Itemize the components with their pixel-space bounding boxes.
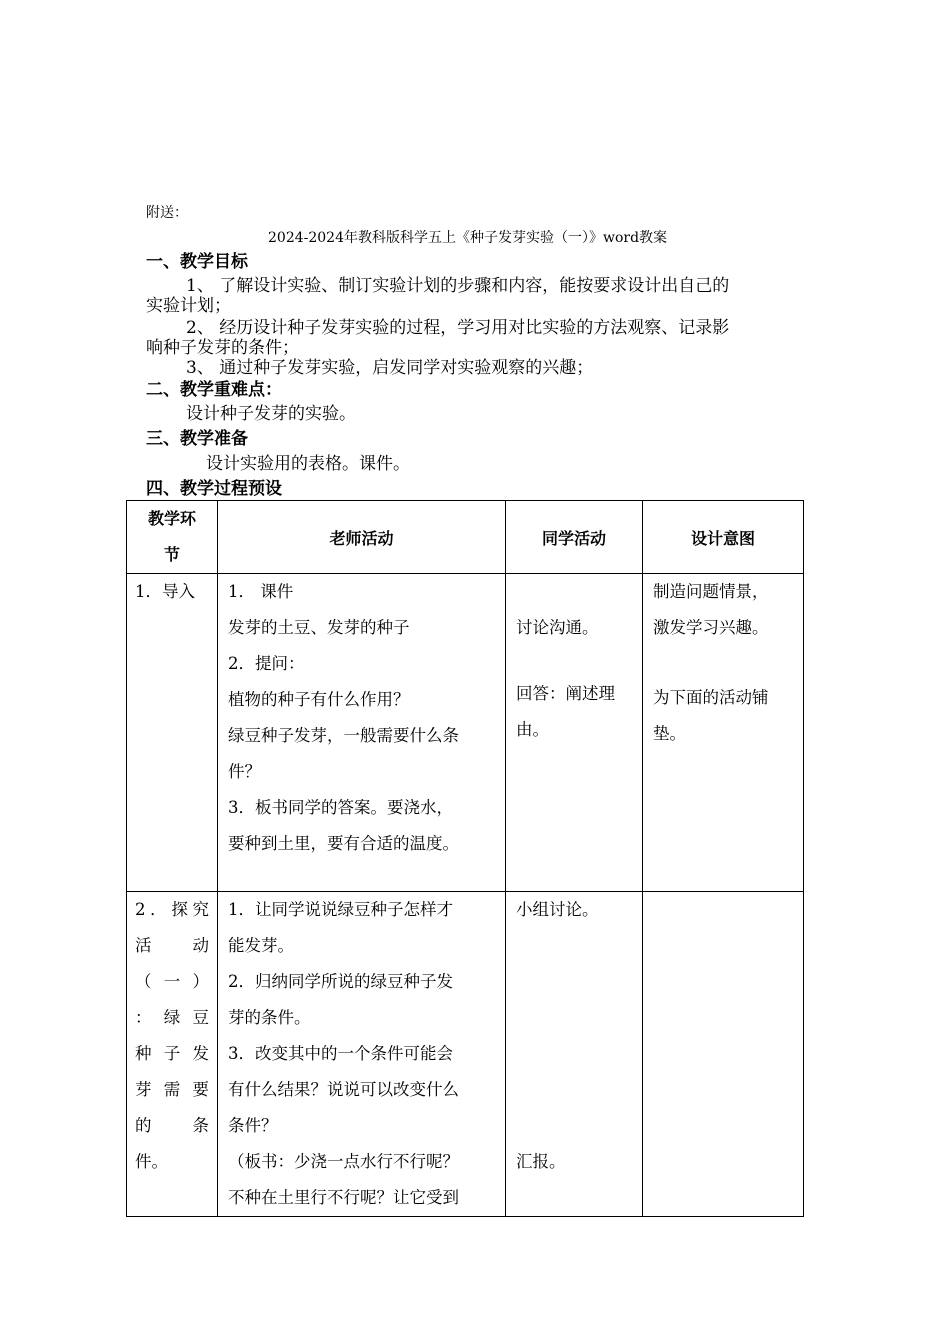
list-item: 植物的种子有什么作用？ (228, 690, 410, 709)
row1-student-answer-line-1: 回答：阐述理 (516, 684, 615, 703)
row2-stage-line: 2．探究 (135, 900, 209, 919)
goal-item-1-line-2: 实验计划； (146, 296, 231, 316)
row2-stage-line: 活 动 (135, 936, 209, 955)
list-item: 绿豆种子发芽，一般需要什么条 (228, 726, 459, 745)
row1-intent-1-line-2: 激发学习兴趣。 (653, 618, 769, 637)
goal-item-2-line-1: 2、 经历设计种子发芽实验的过程，学习用对比实验的方法观察、记录影 (186, 318, 730, 338)
row1-intent-2-line-2: 垫。 (653, 724, 686, 743)
header-teacher-activity: 老师活动 (218, 501, 506, 574)
header-design-intent: 设计意图 (643, 501, 804, 574)
row2-student-report: 汇报。 (516, 1152, 566, 1171)
row2-stage-line: （一） (135, 972, 209, 991)
table-header-row (127, 501, 804, 574)
row2-stage-line: 种子发 (135, 1044, 209, 1063)
row1-student-answer-line-2: 由。 (516, 720, 549, 739)
list-item: 1． 课件 (228, 582, 294, 601)
list-item: 条件？ (228, 1116, 278, 1135)
row1-student-discuss: 讨论沟通。 (516, 618, 599, 637)
list-item: 要种到土里，要有合适的温度。 (228, 834, 459, 853)
row1-stage-text: 1．导入 (135, 582, 195, 601)
row2-student-discuss: 小组讨论。 (516, 900, 599, 919)
header-stage (127, 501, 218, 574)
preparation-heading: 三、教学准备 (146, 429, 248, 449)
goal-item-1-line-1: 1、 了解设计实验、制订实验计划的步骤和内容，能按要求设计出自己的 (186, 276, 730, 296)
row2-intent (643, 892, 804, 1217)
row2-stage-line: 的 条 (135, 1116, 209, 1135)
table-row (127, 892, 804, 1217)
row2-teacher (218, 892, 506, 1217)
row2-stage-line: 件。 (135, 1152, 168, 1171)
header-student-activity: 同学活动 (506, 501, 643, 574)
process-heading: 四、教学过程预设 (146, 479, 282, 499)
row1-stage (127, 574, 218, 892)
row2-student (506, 892, 643, 1217)
list-item: 有什么结果？说说可以改变什么 (228, 1080, 459, 1099)
goal-item-2-line-2: 响种子发芽的条件； (146, 338, 299, 358)
list-item: 2．归纳同学所说的绿豆种子发 (228, 972, 453, 991)
header-stage-line-2: 节 (163, 545, 180, 564)
list-item: 2．提问： (228, 654, 305, 673)
row1-student (506, 574, 643, 892)
row2-stage-line: ：绿豆 (135, 1008, 209, 1027)
row2-stage-line: 芽需要 (135, 1080, 209, 1099)
list-item: 发芽的土豆、发芽的种子 (228, 618, 410, 637)
list-item: 3．板书同学的答案。要浇水， (228, 798, 453, 817)
list-item: 3．改变其中的一个条件可能会 (228, 1044, 453, 1063)
list-item: 芽的条件。 (228, 1008, 311, 1027)
row1-intent (643, 574, 804, 892)
table-row (127, 574, 804, 892)
row1-intent-2-line-1: 为下面的活动铺 (653, 688, 769, 707)
row1-intent-1-line-1: 制造问题情景， (653, 582, 769, 601)
list-item: 能发芽。 (228, 936, 294, 955)
list-item: 不种在土里行不行呢？让它受到 (228, 1188, 459, 1207)
teaching-process-table (126, 500, 804, 1217)
list-item: 件？ (228, 762, 261, 781)
row2-stage (127, 892, 218, 1217)
list-item: （板书：少浇一点水行不行呢？ (228, 1152, 459, 1171)
list-item: 1．让同学说说绿豆种子怎样才 (228, 900, 453, 919)
key-points-heading: 二、教学重难点： (146, 380, 282, 400)
document-title: 2024-2024年教科版科学五上《种子发芽实验（一）》word教案 (268, 230, 668, 246)
row1-teacher (218, 574, 506, 892)
key-points-text: 设计种子发芽的实验。 (186, 404, 356, 424)
preparation-text: 设计实验用的表格。课件。 (206, 454, 410, 474)
goals-heading: 一、教学目标 (146, 252, 248, 272)
goal-item-3: 3、 通过种子发芽实验，启发同学对实验观察的兴趣； (186, 358, 594, 378)
header-stage-line-1: 教学环 (147, 509, 196, 528)
preface: 附送： (146, 205, 188, 221)
